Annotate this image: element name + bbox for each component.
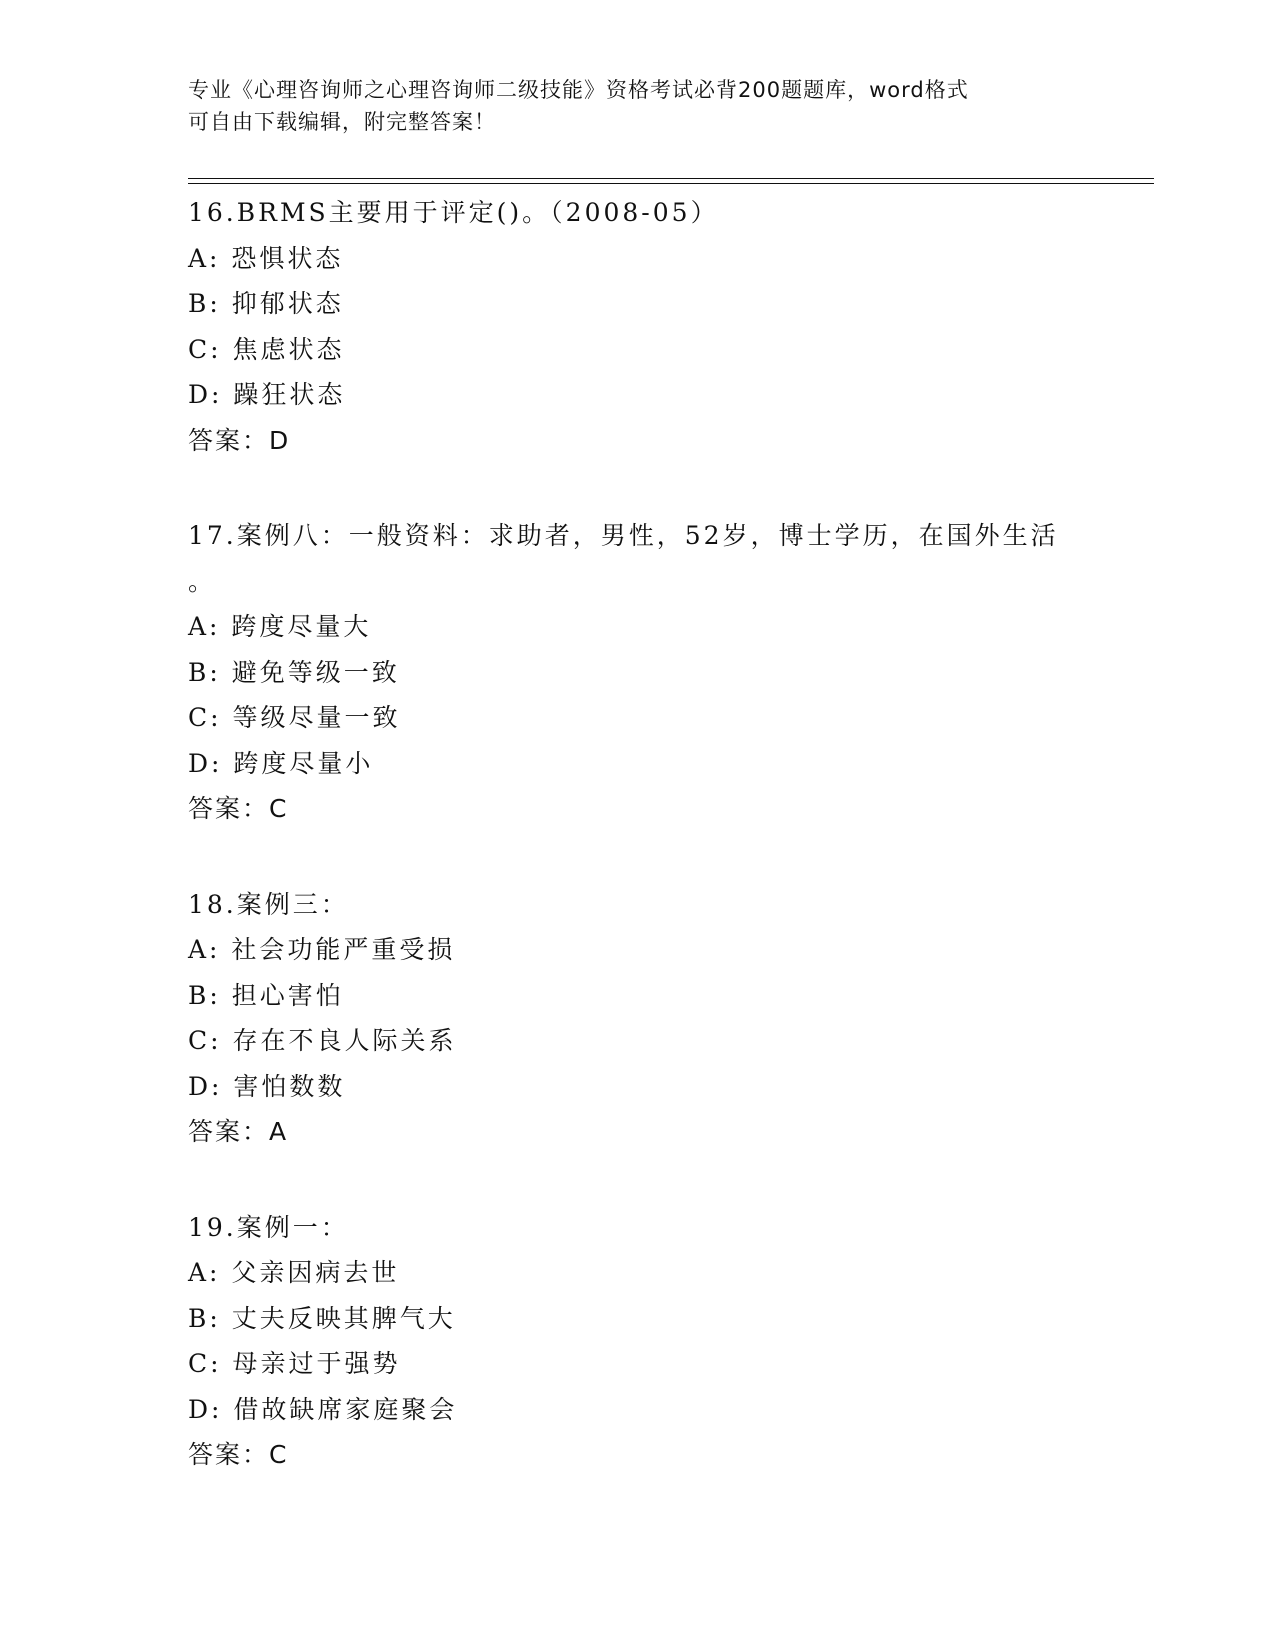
question-list [188,190,1148,1528]
question-stem: 17.案例八：一般资料：求助者，男性，52岁，博士学历，在国外生活 [188,521,1059,550]
option-b: B: 丈夫反映其脾气大 [188,1303,456,1333]
answer-label: 答案：D [188,425,291,455]
option-a: A: 跨度尽量大 [188,612,372,641]
option-a: A: 社会功能严重受损 [188,935,456,964]
question-stem-continuation: 。 [188,566,217,596]
option-b: B: 担心害怕 [188,980,344,1010]
question-stem: 19.案例一： [188,1212,349,1242]
option-c: C: 母亲过于强势 [188,1349,401,1378]
question-stem: 18.案例三： [188,889,349,919]
header-divider-bottom [188,183,1154,184]
answer-label: 答案：C [188,794,289,823]
option-d: D: 借故缺席家庭聚会 [188,1394,458,1424]
option-c: C: 存在不良人际关系 [188,1026,457,1055]
question-stem: 16.BRMS主要用于评定()。（2008-05） [188,198,719,227]
document-header [188,74,1088,138]
question-17 [188,513,1148,832]
question-18 [188,882,1148,1155]
option-c: C: 等级尽量一致 [188,703,401,732]
question-19 [188,1205,1148,1478]
option-b: B: 避免等级一致 [188,657,400,687]
option-a: A: 父亲因病去世 [188,1258,400,1287]
option-c: C: 焦虑状态 [188,334,345,364]
answer-label: 答案：A [188,1117,289,1146]
option-d: D: 害怕数数 [188,1071,346,1101]
header-line-1: 专业《心理咨询师之心理咨询师二级技能》资格考试必背200题题库，word格式 [188,78,969,102]
header-divider-top [188,178,1154,179]
header-line-2: 可自由下载编辑，附完整答案！ [188,110,496,134]
question-16 [188,190,1148,463]
option-a: A: 恐惧状态 [188,243,344,273]
option-d: D: 跨度尽量小 [188,748,374,778]
option-b: B: 抑郁状态 [188,289,344,318]
option-d: D: 躁狂状态 [188,380,346,409]
answer-label: 答案：C [188,1440,289,1469]
